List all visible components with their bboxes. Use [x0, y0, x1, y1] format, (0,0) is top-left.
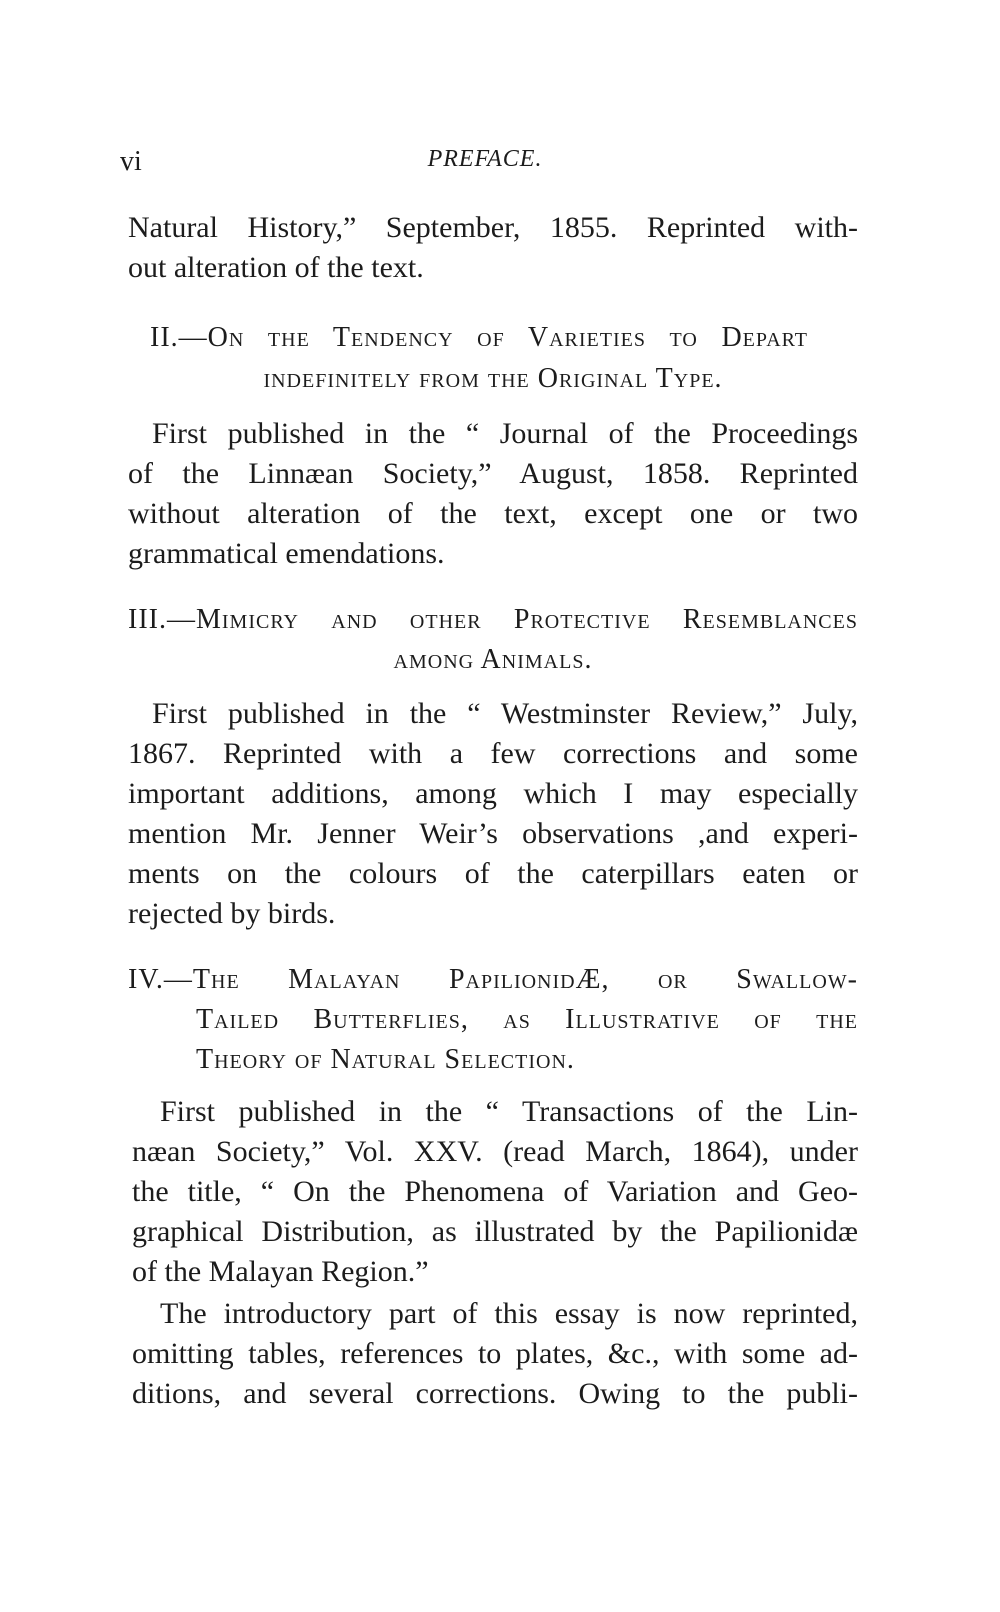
text-line: out alteration of the text. — [128, 251, 424, 284]
text-line: First published in the “ Journal of the Proceedings — [152, 417, 858, 450]
text-line: næan Society,” Vol. XXV. (read March, 1864), under — [132, 1135, 858, 1168]
text-line: Natural History,” September, 1855. Reprinted with- — [128, 211, 858, 244]
text-line: of the Malayan Region.” — [132, 1255, 429, 1288]
section-heading-iii: III.—Mimicry and other Protective Resemblances — [128, 604, 858, 635]
text-line: 1867. Reprinted with a few corrections and some — [128, 737, 858, 770]
section-heading-iii-cont: among Animals. — [393, 644, 593, 675]
text-line: important additions, among which I may especially — [128, 777, 858, 810]
text-line: ments on the colours of the caterpillars eaten or — [128, 857, 858, 890]
section-heading-ii-cont: indefinitely from the Original Type. — [263, 363, 723, 394]
text-line: rejected by birds. — [128, 897, 336, 930]
text-line: grammatical emendations. — [128, 537, 445, 570]
section-heading-iv: IV.—The Malayan PapilionidÆ, or Swallow- — [128, 964, 858, 995]
text-line: First published in the “ Transactions of the Lin- — [160, 1095, 858, 1128]
text-line: The introductory part of this essay is now reprinted, — [160, 1297, 858, 1330]
section-heading-iv-cont: Tailed Butterflies, as Illustrative of the — [196, 1004, 858, 1035]
section-heading-ii: II.—On the Tendency of Varieties to Depart — [150, 322, 808, 353]
text-line: omitting tables, references to plates, &c., with some ad- — [132, 1337, 858, 1370]
text-line: the title, “ On the Phenomena of Variation and Geo- — [132, 1175, 858, 1208]
text-line: ditions, and several corrections. Owing to the publi- — [132, 1377, 858, 1410]
text-line: mention Mr. Jenner Weir’s observations ,and experi- — [128, 817, 858, 850]
page-number: vi — [120, 146, 142, 177]
running-title: PREFACE. — [427, 146, 543, 172]
running-head — [120, 146, 850, 182]
text-line: First published in the “ Westminster Review,” July, — [152, 697, 858, 730]
text-line: of the Linnæan Society,” August, 1858. Reprinted — [128, 457, 858, 490]
section-heading-iv-cont: Theory of Natural Selection. — [196, 1044, 575, 1075]
text-line: graphical Distribution, as illustrated by the Papilionidæ — [132, 1215, 858, 1248]
text-line: without alteration of the text, except one or two — [128, 497, 858, 530]
